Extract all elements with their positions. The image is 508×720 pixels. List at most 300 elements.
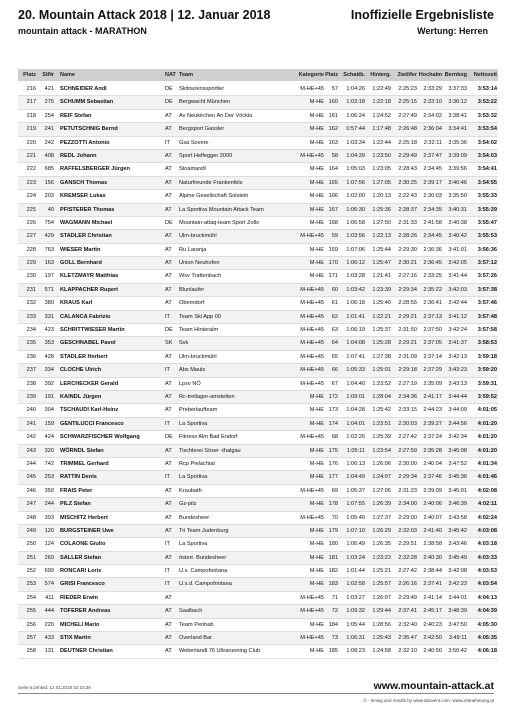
website-url[interactable]: www.mountain-attack.at xyxy=(373,680,494,692)
cell-nat: IT xyxy=(165,420,170,427)
cell-netto: 3:54:02 xyxy=(477,139,497,146)
cell-schatt: 1:06:13 xyxy=(346,460,365,467)
cell-zwoelfer: 2:22:43 xyxy=(398,193,417,200)
cell-hinterg: 1:25:36 xyxy=(372,206,391,213)
cell-stnr: 124 xyxy=(44,541,54,548)
cell-bernkog: 3:42:08 xyxy=(448,568,467,575)
cell-stnr: 220 xyxy=(44,621,54,628)
cell-hinterg: 1:28:04 xyxy=(372,393,391,400)
cell-nat: AT xyxy=(165,300,172,307)
cell-bernkog: 3:43:58 xyxy=(448,514,467,521)
cell-kplatz: 175 xyxy=(328,447,338,454)
cell-kat: M-HE+45 xyxy=(300,152,324,159)
cell-schatt: 1:09:32 xyxy=(346,608,365,615)
cell-hochalm: 2:30:03 xyxy=(423,193,442,200)
cell-team: österr. Bundesheer xyxy=(179,554,227,561)
cell-nat: AT xyxy=(165,286,172,293)
cell-nat: AT xyxy=(165,527,172,534)
table-row xyxy=(18,96,498,109)
table-row xyxy=(18,311,498,324)
cell-platz: 256 xyxy=(26,621,36,628)
cell-name: RATTIN Denis xyxy=(60,474,97,481)
cell-stnr: 254 xyxy=(44,112,54,119)
cell-schatt: 1:01:44 xyxy=(346,568,365,575)
cell-name: CALANCA Fabrizio xyxy=(60,313,111,320)
cell-platz: 232 xyxy=(26,300,36,307)
cell-nat: IT xyxy=(165,313,170,320)
cell-platz: 252 xyxy=(26,568,36,575)
cell-zwoelfer: 2:26:16 xyxy=(398,581,417,588)
cell-netto: 3:55:39 xyxy=(477,206,497,213)
cell-team: Overland Bar xyxy=(179,635,212,642)
cell-kat: M-HE xyxy=(309,179,324,186)
cell-bernkog: 3:45:08 xyxy=(448,447,467,454)
table-row xyxy=(18,404,498,417)
table-row xyxy=(18,177,498,190)
cell-stnr: 203 xyxy=(44,193,54,200)
cell-hochalm: 2:37:41 xyxy=(423,581,442,588)
cell-name: SCHNEIDER Andi xyxy=(60,86,107,92)
cell-hochalm: 2:32:11 xyxy=(423,139,442,146)
cell-schatt: 1:06:49 xyxy=(346,541,365,548)
table-row xyxy=(18,485,498,498)
cell-name: RAFFELSBERGER Jürgen xyxy=(60,166,130,173)
table-row xyxy=(18,378,498,391)
table-row xyxy=(18,525,498,538)
cell-hochalm: 2:33:10 xyxy=(423,99,442,106)
cell-team: La Sportiva Mountain Attack Team xyxy=(179,206,264,213)
cell-kat: M-HE+45 xyxy=(300,367,324,374)
cell-schatt: 1:09:01 xyxy=(346,393,365,400)
cell-platz: 251 xyxy=(26,554,36,561)
cell-nat: AT xyxy=(165,460,172,467)
cell-hochalm: 2:39:27 xyxy=(423,420,442,427)
cell-kat: M-HE+45 xyxy=(300,608,324,615)
cell-kat: M-HE+45 xyxy=(300,327,324,334)
cell-kplatz: 162 xyxy=(328,126,338,133)
cell-name: KLAPPACHER Rupert xyxy=(60,286,119,293)
cell-kat: M-HE+45 xyxy=(300,353,324,360)
cell-netto: 3:57:46 xyxy=(477,300,497,307)
cell-name: PETUTSCHNIG Bernd xyxy=(60,126,118,133)
cell-stnr: 433 xyxy=(44,635,54,642)
cell-platz: 226 xyxy=(26,219,36,226)
cell-bernkog: 3:43:23 xyxy=(448,367,467,374)
cell-platz: 225 xyxy=(26,206,36,213)
page-title: 20. Mountain Attack 2018 | 12. Januar 2018 xyxy=(18,8,271,22)
cell-hochalm: 2:37:50 xyxy=(423,327,442,334)
cell-kplatz: 179 xyxy=(328,527,338,534)
cell-kplatz: 170 xyxy=(328,260,338,267)
cell-kat: M-HE xyxy=(309,219,324,226)
cell-hinterg: 1:23:05 xyxy=(372,166,391,173)
table-row xyxy=(18,552,498,565)
cell-stnr: 424 xyxy=(44,434,54,441)
cell-schatt: 1:06:18 xyxy=(346,300,365,307)
cell-hochalm: 2:37:13 xyxy=(423,313,442,320)
cell-nat: DE xyxy=(165,434,173,441)
cell-bernkog: 3:37:33 xyxy=(448,86,467,92)
table-row xyxy=(18,257,498,270)
cell-netto: 3:53:32 xyxy=(477,112,497,119)
table-row xyxy=(18,150,498,163)
cell-zwoelfer: 2:29:30 xyxy=(398,246,417,253)
cell-bernkog: 3:45:42 xyxy=(448,527,467,534)
cell-name: STADLER Christian xyxy=(60,233,112,240)
col-hochalm: Hochalm xyxy=(418,72,442,78)
cell-zwoelfer: 2:28:43 xyxy=(398,166,417,173)
cell-schatt: 1:02:26 xyxy=(346,434,365,441)
cell-hinterg: 1:25:44 xyxy=(372,246,391,253)
cell-team: Wsv Trattenbach xyxy=(179,273,221,280)
cell-zwoelfer: 2:32:03 xyxy=(398,527,417,534)
cell-hinterg: 1:20:13 xyxy=(372,193,391,200)
cell-hochalm: 2:33:25 xyxy=(423,273,442,280)
cell-team: La Sportiva xyxy=(179,420,208,427)
cell-platz: 231 xyxy=(26,286,36,293)
cell-team: Bundesheer xyxy=(179,514,210,521)
cell-hinterg: 1:23:23 xyxy=(372,554,391,561)
cell-stnr: 392 xyxy=(44,380,54,387)
cell-schatt: 1:05:40 xyxy=(346,514,365,521)
cell-netto: 4:06:18 xyxy=(477,648,497,655)
cell-bernkog: 3:48:39 xyxy=(448,608,467,615)
cell-stnr: 353 xyxy=(44,340,54,347)
cell-bernkog: 3:44:44 xyxy=(448,393,467,400)
cell-nat: SK xyxy=(165,340,173,347)
subtitle-row xyxy=(18,26,494,38)
cell-stnr: 429 xyxy=(44,233,54,240)
cell-nat: AT xyxy=(165,380,172,387)
table-row xyxy=(18,512,498,525)
cell-netto: 3:59:18 xyxy=(477,353,497,360)
cell-hochalm: 2:34:45 xyxy=(423,166,442,173)
col-name: Name xyxy=(60,72,75,78)
cell-team: Lpsv NÖ xyxy=(179,380,201,387)
cell-nat: AT xyxy=(165,152,172,159)
cell-kplatz: 59 xyxy=(331,233,338,240)
cell-kplatz: 167 xyxy=(328,206,338,213)
table-row xyxy=(18,498,498,511)
cell-hinterg: 1:24:58 xyxy=(372,648,391,655)
cell-kat: M-HE xyxy=(309,501,324,508)
cell-schatt: 1:04:01 xyxy=(346,420,365,427)
cell-schatt: 1:04:39 xyxy=(346,152,365,159)
cell-nat: IT xyxy=(165,568,170,575)
cell-platz: 248 xyxy=(26,514,36,521)
cell-name: WÖRNDL Stefan xyxy=(60,447,104,454)
cell-kat: M-HE xyxy=(309,139,324,146)
cell-platz: 233 xyxy=(26,313,36,320)
cell-netto: 4:03:08 xyxy=(477,527,497,534)
cell-netto: 3:59:20 xyxy=(477,367,497,374)
cell-stnr: 699 xyxy=(44,568,54,575)
cell-platz: 244 xyxy=(26,460,36,467)
cell-kat: M-HE+45 xyxy=(300,300,324,307)
cell-stnr: 163 xyxy=(44,260,54,267)
cell-hinterg: 1:22:49 xyxy=(372,86,391,92)
cell-schatt: 1:04:49 xyxy=(346,474,365,481)
cell-kat: M-HE xyxy=(309,193,324,200)
cell-bernkog: 3:47:52 xyxy=(448,460,467,467)
cell-nat: AT xyxy=(165,608,172,615)
cell-netto: 4:04:13 xyxy=(477,594,497,601)
table-row xyxy=(18,217,498,230)
cell-stnr: 411 xyxy=(45,594,54,601)
cell-zwoelfer: 2:27:42 xyxy=(398,568,417,575)
cell-netto: 3:57:26 xyxy=(477,273,497,280)
cell-kat: M-HE xyxy=(309,420,324,427)
cell-hochalm: 2:36:41 xyxy=(423,300,442,307)
cell-bernkog: 3:50:42 xyxy=(448,648,467,655)
cell-bernkog: 3:41:37 xyxy=(448,340,467,347)
cell-stnr: 423 xyxy=(44,327,54,334)
cell-netto: 4:01:20 xyxy=(477,420,497,427)
cell-zwoelfer: 2:29:21 xyxy=(398,313,417,320)
cell-netto: 4:01:05 xyxy=(477,407,497,414)
cell-kplatz: 64 xyxy=(331,340,338,347)
cell-bernkog: 3:44:01 xyxy=(448,594,467,601)
cell-bernkog: 3:40:42 xyxy=(448,233,467,240)
cell-nat: AT xyxy=(165,393,172,400)
cell-name: KAINDL Jürgen xyxy=(60,393,102,400)
cell-schatt: 1:06:12 xyxy=(346,260,365,267)
cell-nat: IT xyxy=(165,139,170,146)
cell-hinterg: 1:24:07 xyxy=(372,474,391,481)
cell-netto: 3:58:53 xyxy=(477,340,497,347)
cell-stnr: 334 xyxy=(44,367,54,374)
table-row xyxy=(18,592,498,605)
cell-hochalm: 2:45:17 xyxy=(423,608,442,615)
cell-kat: M-HE xyxy=(309,447,324,454)
table-row xyxy=(18,445,498,458)
cell-netto: 4:02:24 xyxy=(477,514,497,521)
table-row xyxy=(18,471,498,484)
cell-hinterg: 1:25:39 xyxy=(372,434,391,441)
cell-netto: 4:01:34 xyxy=(477,460,497,467)
cell-kplatz: 58 xyxy=(331,152,338,159)
cell-stnr: 191 xyxy=(44,393,54,400)
cell-kplatz: 172 xyxy=(328,393,338,400)
cell-platz: 245 xyxy=(26,474,36,481)
cell-kplatz: 161 xyxy=(328,112,338,119)
cell-kat: M-HE xyxy=(309,581,324,588)
cell-kplatz: 65 xyxy=(331,353,338,360)
cell-stnr: 754 xyxy=(44,219,54,226)
cell-nat: AT xyxy=(165,112,172,119)
cell-stnr: 331 xyxy=(44,313,54,320)
cell-netto: 4:04:39 xyxy=(477,608,497,615)
cell-name: SCHWARZFISCHER Wolfgang xyxy=(60,434,140,441)
cell-stnr: 444 xyxy=(44,608,54,615)
cell-name: RONCARI Loris xyxy=(60,568,102,575)
cell-nat: AT xyxy=(165,407,172,414)
cell-name: TOFERER Andreas xyxy=(60,608,111,615)
cell-name: STIX Martin xyxy=(60,635,91,642)
cell-bernkog: 3:42:44 xyxy=(448,300,467,307)
cell-team: Team Penhab xyxy=(179,621,214,628)
cell-platz: 219 xyxy=(26,126,36,133)
cell-hochalm: 2:37:24 xyxy=(423,434,442,441)
cell-netto: 3:57:38 xyxy=(477,286,497,293)
cell-platz: 246 xyxy=(26,487,36,494)
cell-nat: AT xyxy=(165,206,172,213)
cell-hinterg: 1:25:21 xyxy=(372,568,391,575)
cell-name: KLETZMAYR Matthias xyxy=(60,273,119,280)
cell-kplatz: 169 xyxy=(328,246,338,253)
cell-hochalm: 2:35:28 xyxy=(423,447,442,454)
cell-kat: M-HE xyxy=(309,527,324,534)
cell-name: REIF Stefan xyxy=(60,112,92,119)
cell-schatt: 1:03:56 xyxy=(346,233,365,240)
cell-nat: AT xyxy=(165,487,172,494)
cell-hinterg: 1:23:52 xyxy=(372,380,391,387)
cell-kat: M-HE xyxy=(309,112,324,119)
table-row xyxy=(18,83,498,96)
cell-zwoelfer: 2:31:50 xyxy=(398,327,417,334)
cell-nat: DE xyxy=(165,86,173,92)
cell-zwoelfer: 2:28:37 xyxy=(398,206,417,213)
cell-team: Abs Mauls xyxy=(179,367,206,374)
cell-kat: M-HE xyxy=(309,648,324,655)
cell-kplatz: 60 xyxy=(331,286,338,293)
cell-bernkog: 3:35:50 xyxy=(448,193,467,200)
cell-netto: 4:03:33 xyxy=(477,554,497,561)
cell-stnr: 304 xyxy=(44,407,54,414)
cell-kat: M-HE xyxy=(309,166,324,173)
cell-kplatz: 70 xyxy=(331,514,338,521)
cell-nat: IT xyxy=(165,474,170,481)
cell-nat: IT xyxy=(165,541,170,548)
table-row xyxy=(18,230,498,243)
cell-hinterg: 1:27:06 xyxy=(372,487,391,494)
cell-bernkog: 3:40:38 xyxy=(448,219,467,226)
cell-hochalm: 2:39:17 xyxy=(423,179,442,186)
cell-team: Tischlerei Söser -thalgau xyxy=(179,447,241,454)
cell-hinterg: 1:22:18 xyxy=(372,99,391,106)
cell-schatt: 0:57:44 xyxy=(346,126,365,133)
cell-nat: AT xyxy=(165,594,172,601)
cell-hochalm: 2:36:04 xyxy=(423,126,442,133)
cell-platz: 241 xyxy=(26,420,36,427)
cell-schatt: 1:05:11 xyxy=(346,447,365,454)
cell-hinterg: 1:17:48 xyxy=(372,126,391,133)
cell-stnr: 393 xyxy=(44,514,54,521)
cell-zwoelfer: 2:25:18 xyxy=(398,139,417,146)
cell-zwoelfer: 2:30:03 xyxy=(398,420,417,427)
cell-schatt: 1:02:00 xyxy=(346,193,365,200)
cell-hochalm: 2:38:58 xyxy=(423,541,442,548)
cell-team: Rc-tretlager-amstetten xyxy=(179,393,235,400)
cell-hochalm: 2:34:35 xyxy=(423,206,442,213)
cell-zwoelfer: 2:29:18 xyxy=(398,367,417,374)
cell-platz: 239 xyxy=(26,393,36,400)
cell-hochalm: 2:41:17 xyxy=(423,393,442,400)
cell-team: Oberndorf xyxy=(179,300,205,307)
cell-platz: 247 xyxy=(26,501,36,508)
cell-hochalm: 2:35:09 xyxy=(423,380,442,387)
cell-zwoelfer: 2:28:26 xyxy=(398,233,417,240)
cell-kat: M-HE+45 xyxy=(300,286,324,293)
cell-zwoelfer: 2:31:23 xyxy=(398,487,417,494)
cell-schatt: 1:05:44 xyxy=(346,621,365,628)
cell-schatt: 1:07:56 xyxy=(346,179,365,186)
cell-hochalm: 2:40:04 xyxy=(423,460,442,467)
cell-platz: 223 xyxy=(26,179,36,186)
table-row xyxy=(18,632,498,645)
cell-nat: DE xyxy=(165,219,173,226)
cell-kplatz: 171 xyxy=(328,273,338,280)
cell-zwoelfer: 2:25:23 xyxy=(398,86,417,92)
cell-bernkog: 3:44:56 xyxy=(448,420,467,427)
cell-stnr: 40 xyxy=(47,206,54,213)
cell-kplatz: 177 xyxy=(328,474,338,481)
cell-stnr: 275 xyxy=(44,99,54,106)
cell-hinterg: 1:26:39 xyxy=(372,501,391,508)
cell-bernkog: 3:41:01 xyxy=(448,246,467,253)
cell-kplatz: 61 xyxy=(331,300,338,307)
cell-kplatz: 62 xyxy=(331,313,338,320)
cell-bernkog: 3:42:05 xyxy=(448,260,467,267)
cell-netto: 3:55:33 xyxy=(477,193,497,200)
cell-kat: M-HE+45 xyxy=(300,86,324,92)
cell-netto: 3:54:55 xyxy=(477,179,497,186)
cell-bernkog: 3:43:13 xyxy=(448,380,467,387)
cell-bernkog: 3:39:56 xyxy=(448,166,467,173)
cell-kat: M-HE xyxy=(309,393,324,400)
cell-zwoelfer: 2:27:19 xyxy=(398,380,417,387)
cell-team: Bergwacht München xyxy=(179,99,230,106)
cell-platz: 221 xyxy=(26,152,36,159)
table-row xyxy=(18,619,498,632)
cell-hochalm: 2:39:09 xyxy=(423,487,442,494)
cell-hinterg: 1:29:44 xyxy=(372,608,391,615)
col-schattberg: Schattb. xyxy=(343,72,365,78)
cell-bernkog: 3:42:03 xyxy=(448,286,467,293)
cell-team: Union Neuhofen xyxy=(179,260,220,267)
cell-hochalm: 2:34:02 xyxy=(423,112,442,119)
cell-platz: 218 xyxy=(26,112,36,119)
table-row xyxy=(18,324,498,337)
cell-name: PILZ Stefan xyxy=(60,501,91,508)
cell-hochalm: 2:33:29 xyxy=(423,86,442,92)
cell-name: GANSCH Thomas xyxy=(60,179,108,186)
cell-platz: 230 xyxy=(26,273,36,280)
cell-zwoelfer: 2:25:15 xyxy=(398,99,417,106)
cell-schatt: 1:06:58 xyxy=(346,219,365,226)
col-hinterglemm: Hinterg. xyxy=(370,72,391,78)
cell-team: Gz-pilz xyxy=(179,501,197,508)
cell-team: Bergsport Gassler xyxy=(179,126,225,133)
col-kategorie: Kategorie xyxy=(298,72,324,78)
cell-zwoelfer: 2:29:21 xyxy=(398,340,417,347)
cell-platz: 257 xyxy=(26,635,36,642)
cell-zwoelfer: 2:37:41 xyxy=(398,608,417,615)
cell-kat: M-HE+45 xyxy=(300,313,324,320)
col-nettozeit: Nettozeit xyxy=(473,72,497,78)
table-row xyxy=(18,190,498,203)
cell-kat: M-HE+45 xyxy=(300,635,324,642)
cell-kplatz: 185 xyxy=(328,648,338,655)
cell-team: Rcp Pielachtal xyxy=(179,460,215,467)
cell-hinterg: 1:22:21 xyxy=(372,313,391,320)
cell-zwoelfer: 2:27:16 xyxy=(398,273,417,280)
cell-name: KREMSER Lukas xyxy=(60,193,106,200)
cell-platz: 258 xyxy=(26,648,36,655)
cell-team: Naturfreunde Frankenfels xyxy=(179,179,243,186)
cell-hochalm: 2:38:44 xyxy=(423,568,442,575)
cell-netto: 3:53:14 xyxy=(477,86,497,92)
